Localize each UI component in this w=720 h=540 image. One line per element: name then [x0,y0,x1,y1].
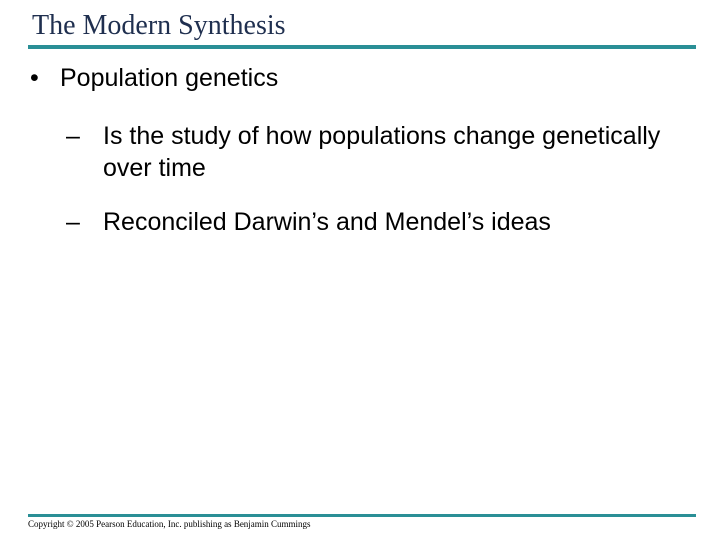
footer-divider [28,514,696,517]
sub-bullet-reconciled [66,206,666,238]
slide-title: The Modern Synthesis [32,10,286,41]
sub-bullet-definition [66,120,666,184]
dash-marker: – [66,122,80,150]
dash-marker: – [66,208,80,236]
bullet-marker: • [30,64,39,92]
bullet-population-genetics [30,62,278,94]
sub-bullet-text: Is the study of how populations change genetically over time [103,122,661,182]
bullet-text: Population genetics [60,64,279,92]
title-divider [28,45,696,49]
sub-bullet-text: Reconciled Darwin’s and Mendel’s ideas [103,208,551,236]
copyright-notice: Copyright © 2005 Pearson Education, Inc. publishing as Benjamin Cummings [28,519,311,529]
